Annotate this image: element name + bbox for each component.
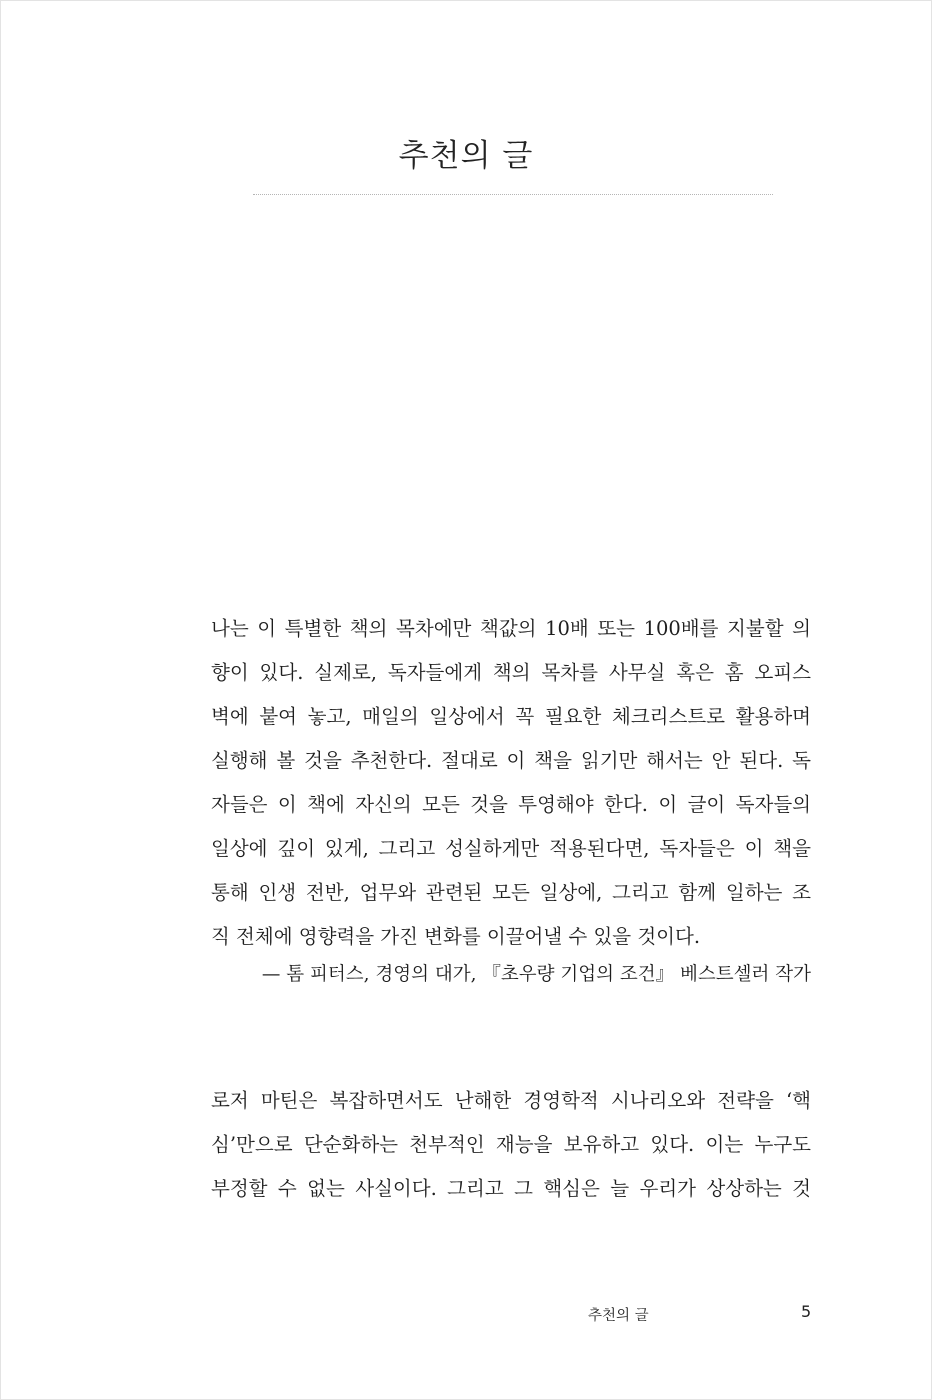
paragraph-line: 실행해 볼 것을 추천한다. 절대로 이 책을 읽기만 해서는 안 된다. 독 xyxy=(211,749,811,772)
chapter-title: 추천의 글 xyxy=(398,138,534,174)
recommendation-paragraph-1 xyxy=(211,607,811,959)
paragraph-line: 자들은 이 책에 자신의 모든 것을 투영해야 한다. 이 글이 독자들의 xyxy=(211,793,811,816)
paragraph-line: 일상에 깊이 있게, 그리고 성실하게만 적용된다면, 독자들은 이 책을 xyxy=(211,837,811,860)
paragraph-line: 통해 인생 전반, 업무와 관련된 모든 일상에, 그리고 함께 일하는 조 xyxy=(211,881,811,904)
paragraph-line: 로저 마틴은 복잡하면서도 난해한 경영학적 시나리오와 전략을 ‘핵 xyxy=(211,1089,811,1112)
paragraph-line: 나는 이 특별한 책의 목차에만 책값의 10배 또는 100배를 지불할 의 xyxy=(211,617,811,640)
paragraph-line: 부정할 수 없는 사실이다. 그리고 그 핵심은 늘 우리가 상상하는 것 xyxy=(211,1177,811,1200)
title-divider xyxy=(253,194,773,195)
running-footer-title: 추천의 글 xyxy=(588,1308,649,1324)
page-number: 5 xyxy=(801,1302,812,1321)
recommendation-paragraph-2 xyxy=(211,1079,811,1211)
paragraph-line: 벽에 붙여 놓고, 매일의 일상에서 꼭 필요한 체크리스트로 활용하며 xyxy=(211,705,811,728)
attribution: — 톰 피터스, 경영의 대가, 『초우량 기업의 조건』 베스트셀러 작가 xyxy=(261,964,811,985)
paragraph-line: 심’만으로 단순화하는 천부적인 재능을 보유하고 있다. 이는 누구도 xyxy=(211,1133,811,1156)
paragraph-line: 직 전체에 영향력을 가진 변화를 이끌어낼 수 있을 것이다. xyxy=(211,925,701,948)
paragraph-line: 향이 있다. 실제로, 독자들에게 책의 목차를 사무실 혹은 홈 오피스 xyxy=(211,661,811,684)
